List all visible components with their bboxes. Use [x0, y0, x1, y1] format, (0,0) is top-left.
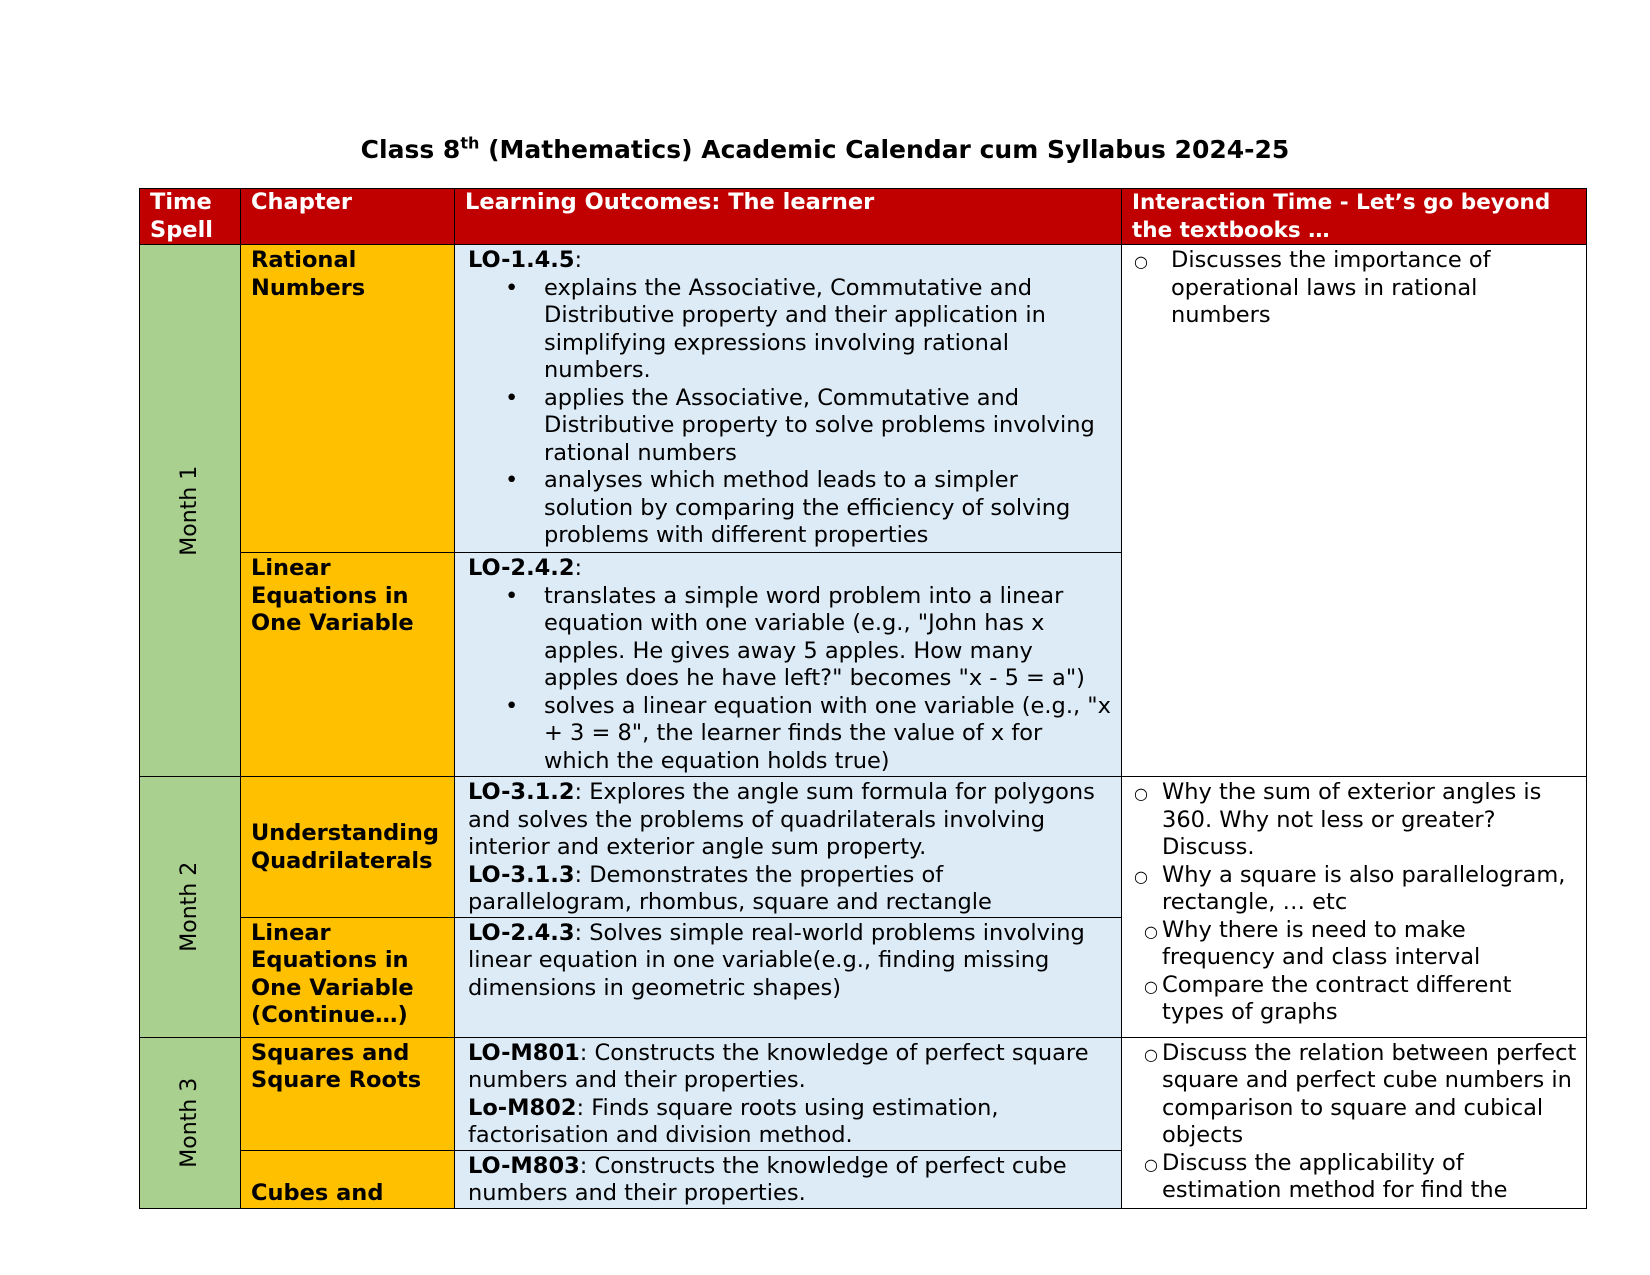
- chapter-cell: Linear Equations in One Variable (Continue…): [241, 917, 455, 1037]
- list-item: ○ Discusses the importance of operational laws in rational numbers: [1134, 247, 1578, 330]
- learning-outcome-cell: LO-1.4.5: • explains the Associative, Commutative and Distributive property and their application in simplifying expressions involving rational numbers. • applies the Associative, Commutative and Distributive property to solve problems involving rational numbers • analyses which method leads to a simpler solution by comparing the efficiency of solving problems with different properties: [455, 245, 1122, 553]
- learning-outcome-cell: LO-3.1.2: Explores the angle sum formula for polygons and solves the problems of quadrilaterals involving interior and exterior angle sum property. LO-3.1.3: Demonstrates the properties of parallelogram, rhombus, square and rectangle: [455, 777, 1122, 918]
- month-cell: Month 3: [140, 1037, 241, 1208]
- header-learning-outcomes: Learning Outcomes: The learner: [455, 189, 1122, 245]
- chapter-cell: Linear Equations in One Variable: [241, 553, 455, 777]
- interaction-cell: [1122, 777, 1587, 1038]
- list-item: ○ Discuss the relation between perfect square and perfect cube numbers in comparison to square and cubical objects: [1144, 1040, 1578, 1150]
- interaction-cell: [1122, 1037, 1587, 1208]
- list-item: ○ Why the sum of exterior angles is 360. Why not less or greater? Discuss.: [1134, 779, 1578, 862]
- header-chapter: Chapter: [241, 189, 455, 245]
- list-item: ○ Discuss the applicability of estimation method for find the: [1144, 1150, 1578, 1205]
- header-interaction-time: Interaction Time - Let’s go beyond the textbooks …: [1122, 189, 1587, 245]
- header-time-spell: Time Spell: [140, 189, 241, 245]
- chapter-cell: Cubes and: [241, 1150, 455, 1208]
- list-item: • applies the Associative, Commutative and Distributive property to solve problems involving rational numbers: [468, 385, 1113, 468]
- list-item: ○ Compare the contract different types of graphs: [1144, 972, 1578, 1027]
- learning-outcome-cell: LO-2.4.2: • translates a simple word problem into a linear equation with one variable (e.g., "John has x apples. He gives away 5 apples. How many apples does he have left?" becomes "x - 5 = a") • solves a linear equation with one variable (e.g., "x + 3 = 8", the learner finds the value of x for which the equation holds true): [455, 553, 1122, 777]
- learning-outcome-cell: LO-M803: Constructs the knowledge of perfect cube numbers and their properties.: [455, 1150, 1122, 1208]
- month-cell: Month 2: [140, 777, 241, 1038]
- chapter-cell: Squares and Square Roots: [241, 1037, 455, 1150]
- table-row: [140, 777, 1587, 918]
- table-row: [140, 245, 1587, 553]
- list-item: • analyses which method leads to a simpler solution by comparing the efficiency of solving problems with different properties: [468, 467, 1113, 550]
- list-item: ○ Why a square is also parallelogram, rectangle, … etc: [1134, 862, 1578, 917]
- table-row: [140, 1037, 1587, 1150]
- list-item: • solves a linear equation with one variable (e.g., "x + 3 = 8", the learner finds the value of x for which the equation holds true): [468, 693, 1113, 776]
- list-item: • explains the Associative, Commutative and Distributive property and their application in simplifying expressions involving rational numbers.: [468, 275, 1113, 385]
- syllabus-table: [139, 188, 1587, 1209]
- list-item: ○ Why there is need to make frequency and class interval: [1144, 917, 1578, 972]
- learning-outcome-cell: LO-M801: Constructs the knowledge of perfect square numbers and their properties. Lo-M802: Finds square roots using estimation, factorisation and division method.: [455, 1037, 1122, 1150]
- learning-outcome-cell: LO-2.4.3: Solves simple real-world problems involving linear equation in one variable(e.g., finding missing dimensions in geometric shapes): [455, 917, 1122, 1037]
- page-title: Class 8th (Mathematics) Academic Calendar cum Syllabus 2024-25: [360, 133, 1290, 164]
- month-cell: Month 1: [140, 245, 241, 777]
- interaction-cell: [1122, 245, 1587, 777]
- chapter-cell: Rational Numbers: [241, 245, 455, 553]
- list-item: • translates a simple word problem into a linear equation with one variable (e.g., "John has x apples. He gives away 5 apples. How many apples does he have left?" becomes "x - 5 = a"): [468, 583, 1113, 693]
- header-row: [140, 189, 1587, 245]
- chapter-cell: Understanding Quadrilaterals: [241, 777, 455, 918]
